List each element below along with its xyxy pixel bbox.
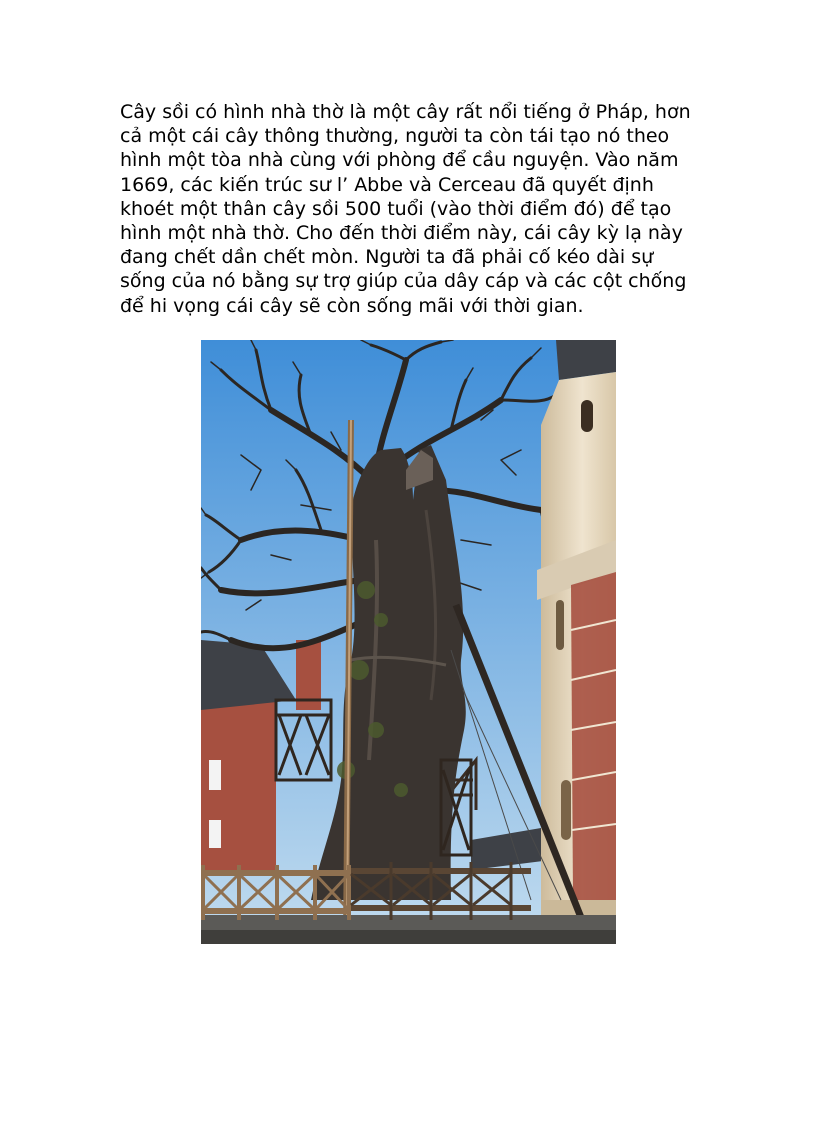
chapel-oak-photo <box>201 340 616 944</box>
body-paragraph: Cây sồi có hình nhà thờ là một cây rất nổi tiếng ở Pháp, hơn cả một cái cây thông thường, người ta còn tái tạo nó theo hình một tòa nhà cùng với phòng để cầu nguyện. Vào năm 1669, các kiến trúc sư l’ Abbe và Cerceau đã quyết định khoét một thân cây sồi 500 tuổi (vào thời điểm đó) để tạo hình một nhà thờ. Cho đến thời điểm này, cái cây kỳ lạ này đang chết dần chết mòn. Người ta đã phải cố kéo dài sự sống của nó bằng sự trợ giúp của dây cáp và các cột chống để hi vọng cái cây sẽ còn sống mãi với thời gian. <box>120 101 691 317</box>
church-tower <box>537 340 616 944</box>
